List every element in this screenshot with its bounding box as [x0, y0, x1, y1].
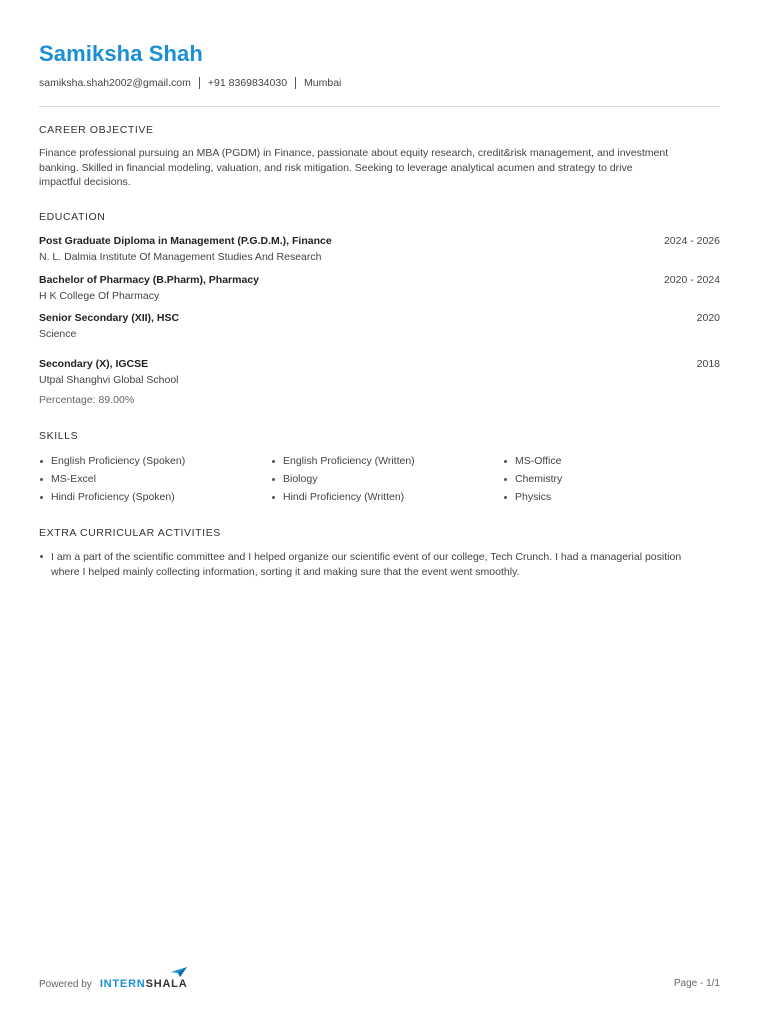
skill-label: Physics	[515, 491, 552, 503]
institution-name: N. L. Dalmia Institute Of Management Studies And Research	[39, 251, 322, 263]
bullet-icon	[272, 496, 275, 499]
education-years: 2020 - 2024	[663, 274, 720, 286]
extracurricular-item	[39, 550, 734, 579]
brand-part-intern: INTERN	[99, 978, 146, 990]
bullet-icon	[40, 496, 43, 499]
bullet-icon	[504, 478, 507, 481]
skill-item	[39, 454, 271, 468]
skill-label: Chemistry	[515, 473, 563, 485]
career-objective-heading: CAREER OBJECTIVE	[39, 124, 154, 136]
skills-list	[39, 454, 720, 504]
contact-separator	[295, 77, 296, 89]
education-heading: EDUCATION	[39, 211, 106, 223]
footer-powered-by	[39, 978, 187, 990]
bullet-icon	[40, 460, 43, 463]
institution-name: Science	[39, 328, 77, 340]
contact-line	[39, 77, 341, 89]
extracurricular-line: I am a part of the scientific committee and I helped organize our scientific event of our college, Tech Crunch. I had a managerial position	[51, 551, 682, 563]
page-number: Page - 1/1	[673, 978, 720, 989]
header-divider	[39, 106, 720, 107]
education-years: 2018	[696, 358, 720, 370]
education-years: 2020	[696, 312, 720, 324]
institution-name: Utpal Shanghvi Global School	[39, 374, 179, 386]
skill-label: MS-Excel	[51, 473, 96, 485]
skill-item	[271, 490, 503, 504]
skill-item	[39, 472, 271, 486]
degree-title: Post Graduate Diploma in Management (P.G.D.M.), Finance	[39, 235, 332, 247]
skill-item	[503, 472, 720, 486]
career-objective-line: impactful decisions.	[39, 176, 131, 188]
bullet-icon	[504, 460, 507, 463]
internshala-logo[interactable]	[100, 978, 188, 990]
bullet-icon	[40, 555, 43, 558]
degree-title: Bachelor of Pharmacy (B.Pharm), Pharmacy	[39, 274, 259, 286]
extracurricular-line: where I helped mainly collecting information, sorting it and making sure that the event went smoothly.	[51, 565, 520, 578]
powered-by-text: Powered by	[39, 978, 92, 990]
education-entry	[39, 274, 720, 302]
bullet-icon	[504, 496, 507, 499]
skill-item	[503, 454, 720, 468]
phone-text: +91 8369834030	[207, 77, 288, 89]
education-entry	[39, 358, 720, 406]
skill-label: Biology	[283, 473, 318, 485]
brand-part-shala: SHALA	[145, 978, 188, 990]
skill-label: Hindi Proficiency (Written)	[283, 491, 405, 503]
skill-item	[39, 490, 271, 504]
bullet-icon	[40, 478, 43, 481]
contact-separator	[199, 77, 200, 89]
bullet-icon	[272, 478, 275, 481]
email-text: samiksha.shah2002@gmail.com	[39, 77, 191, 89]
skill-label: English Proficiency (Spoken)	[51, 455, 186, 467]
extracurricular-heading: EXTRA CURRICULAR ACTIVITIES	[39, 527, 221, 539]
skill-item	[271, 454, 503, 468]
percentage-text: Percentage: 89.00%	[39, 394, 135, 406]
education-entry	[39, 312, 720, 340]
skill-label: English Proficiency (Written)	[283, 455, 415, 467]
career-objective-text	[39, 146, 720, 190]
education-entry	[39, 235, 720, 263]
extracurricular-text	[51, 550, 681, 579]
institution-name: H K College Of Pharmacy	[39, 290, 160, 302]
skill-label: Hindi Proficiency (Spoken)	[51, 491, 175, 503]
degree-title: Senior Secondary (XII), HSC	[39, 312, 180, 324]
location-text: Mumbai	[304, 77, 342, 89]
resume-page	[39, 0, 720, 1024]
education-years: 2024 - 2026	[663, 235, 720, 247]
skill-label: MS-Office	[515, 455, 562, 467]
skills-heading: SKILLS	[39, 430, 79, 442]
career-objective-line: banking. Skilled in financial modeling, valuation, and risk mitigation. Seeking to leverage analytical acumen and strategy to drive	[39, 161, 633, 174]
paper-plane-icon	[171, 967, 187, 977]
degree-title: Secondary (X), IGCSE	[39, 358, 149, 370]
skill-item	[271, 472, 503, 486]
career-objective-line: Finance professional pursuing an MBA (PGDM) in Finance, passionate about equity research, credit&risk management, and investment	[39, 147, 669, 159]
skill-item	[503, 490, 720, 504]
candidate-name: Samiksha Shah	[39, 41, 203, 66]
bullet-icon	[272, 460, 275, 463]
